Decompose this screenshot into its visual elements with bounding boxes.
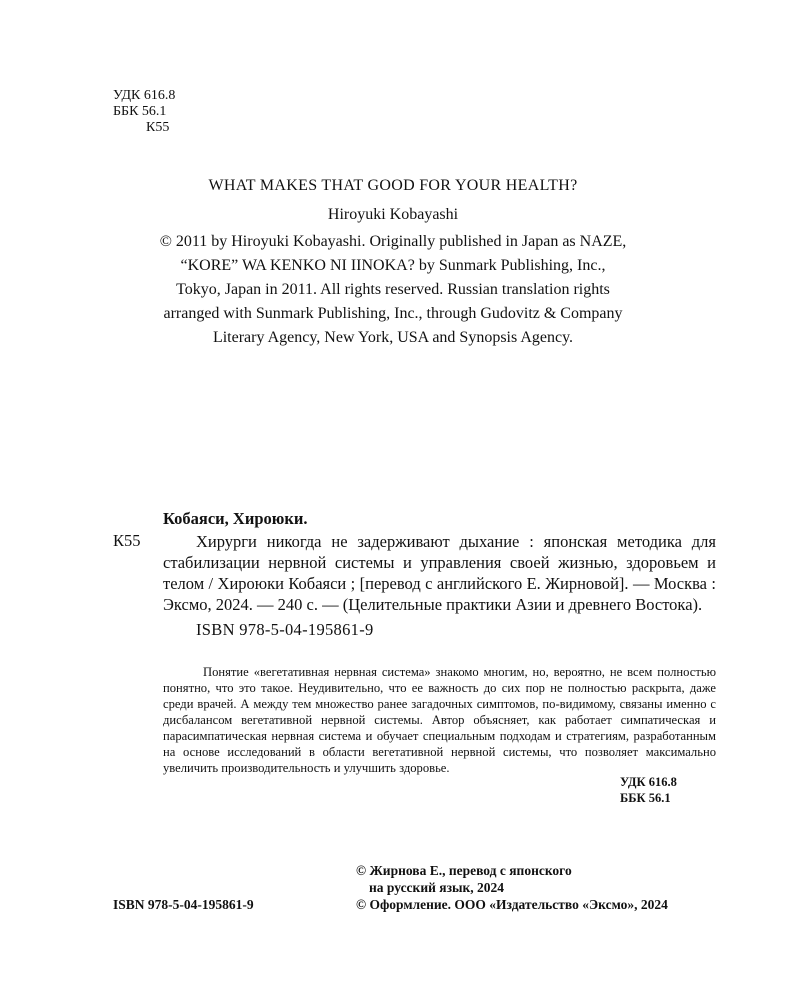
author-mark: К55 <box>146 120 170 135</box>
catalog-udk: УДК 616.8 <box>620 775 677 789</box>
catalog-isbn: ISBN 978-5-04-195861-9 <box>196 620 374 639</box>
translation-copyright-cont: на русский язык, 2024 <box>369 880 505 895</box>
rights-line: Literary Agency, New York, USA and Synopsis Agency. <box>212 329 574 346</box>
catalog-classification-codes <box>620 774 716 806</box>
original-edition-info <box>150 174 636 350</box>
bibliographic-description: Хирурги никогда не задерживают дыхание : японская методика для стабилизации нервной системы и управления своей жизнью, здоровьем и телом / Хироюки Кобаяси ; [перевод с английского Е. Жирновой]. — Москва : Эксмо, 2024. — 240 с. — (Целительные практики Азии и древнего Востока). <box>163 532 716 614</box>
design-copyright: © Оформление. ООО «Издательство «Эксмо», 2024 <box>356 897 668 912</box>
udk-code: УДК 616.8 <box>113 88 176 103</box>
catalog-author-heading: Кобаяси, Хироюки. <box>163 509 308 528</box>
footer-isbn: ISBN 978-5-04-195861-9 <box>113 897 254 912</box>
rights-line: arranged with Sunmark Publishing, Inc., through Gudovitz & Company <box>163 305 623 322</box>
rights-notice <box>150 230 636 350</box>
original-title: WHAT MAKES THAT GOOD FOR YOUR HEALTH? <box>208 177 578 194</box>
russian-copyright-notice <box>356 862 718 913</box>
catalog-card <box>163 508 716 641</box>
rights-line: “KORE” WA KENKO NI IINOKA? by Sunmark Publishing, Inc., <box>180 257 606 274</box>
catalog-author-mark: К55 <box>113 531 141 550</box>
translation-copyright: © Жирнова Е., перевод с японского <box>356 863 572 878</box>
original-author: Hiroyuki Kobayashi <box>327 206 459 223</box>
rights-line: Tokyo, Japan in 2011. All rights reserved. Russian translation rights <box>176 281 610 298</box>
classification-codes <box>113 88 175 136</box>
catalog-bbk: ББК 56.1 <box>620 791 671 805</box>
book-annotation: Понятие «вегетативная нервная система» знакомо многим, но, вероятно, не всем полностью понятно, что это такое. Неудивительно, что ее важность до сих пор не полностью раскрыта, даже среди врачей. А между тем множество ранее загадочных симптомов, по-видимому, связаны именно с дисбалансом вегетативной нервной системы. Автор объясняет, как работает симпатическая и парасимпатическая нервная система и обучает специальным подходам и стратегиям, разработанным на основе исследований в области вегетативной нервной системы, что позволяет максимально увеличить производительность и улучшить здоровье. <box>163 665 716 775</box>
rights-line: © 2011 by Hiroyuki Kobayashi. Originally published in Japan as NAZE, <box>159 233 627 250</box>
bbk-code: ББК 56.1 <box>113 104 167 119</box>
